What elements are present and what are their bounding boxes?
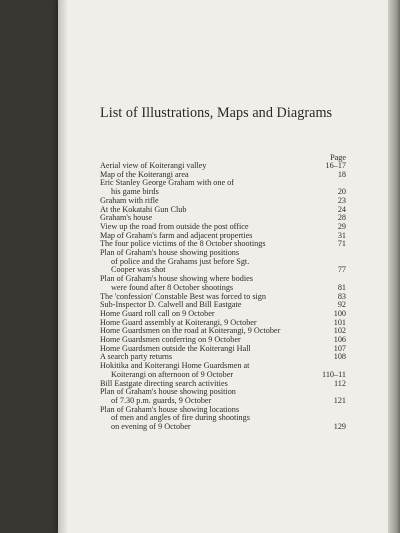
entry-page-number: 129	[333, 422, 346, 432]
list-item	[100, 179, 346, 196]
entry-caption-line: Home Guardsmen conferring on 9 October	[100, 335, 241, 345]
entry-page-number: 102	[333, 326, 346, 336]
entry-page-number: 106	[333, 335, 346, 345]
entry-caption-line: Graham's house	[100, 213, 153, 223]
list-item	[100, 388, 346, 405]
entry-caption-line: Sub-Inspector D. Calwell and Bill Eastgate	[100, 300, 242, 310]
entry-caption-line: Map of the Koiterangi area	[100, 169, 189, 179]
entry-caption-line: were found after 8 October shootings	[111, 282, 234, 292]
entry-caption	[100, 406, 250, 432]
entry-caption-line: his game birds	[111, 187, 159, 197]
entry-caption-line: Koiterangi on afternoon of 9 October	[111, 369, 234, 379]
entry-caption-line: of men and angles of fire during shootings	[111, 413, 250, 423]
list-item	[100, 249, 346, 275]
entry-page-number: 29	[337, 221, 346, 231]
entry-page-number: 121	[333, 395, 346, 405]
entry-page-number: 110–11	[322, 369, 346, 379]
page-column-header: Page	[330, 153, 346, 162]
entry-page-number: 77	[337, 265, 346, 275]
page-edge	[388, 0, 400, 533]
entry-caption-line: of police and the Grahams just before Sgt.	[111, 256, 250, 266]
entry-caption-line: Plan of Graham's house showing where bodies	[100, 274, 253, 284]
entry-caption-line: Hokitika and Koiterangi Home Guardsmen at	[100, 361, 250, 371]
entry-page-number: 83	[337, 291, 346, 301]
entry-page-number: 100	[333, 308, 346, 318]
entry-page-number: 92	[337, 300, 346, 310]
entry-page-number: 24	[337, 204, 346, 214]
entry-caption-line: The 'confession' Constable Best was forced to sign	[100, 291, 266, 301]
entry-caption	[100, 275, 253, 292]
entry-caption-line: Plan of Graham's house showing positions	[100, 248, 240, 258]
entry-page-number: 108	[333, 352, 346, 362]
entry-caption-line: Eric Stanley George Graham with one of	[100, 178, 234, 188]
entry-caption-line: Home Guard assembly at Koiterangi, 9 October	[100, 317, 257, 327]
entry-page-number: 16–17	[325, 161, 346, 170]
entry-caption-line: on evening of 9 October	[111, 422, 191, 432]
entry-caption-line: Cooper was shot	[111, 265, 166, 275]
entry-caption-line: of 7.30 p.m. guards, 9 October	[111, 395, 212, 405]
entry-caption-line: Home Guard roll call on 9 October	[100, 308, 215, 318]
entry-caption-line: Bill Eastgate directing search activities	[100, 378, 228, 388]
illustrations-list	[100, 162, 346, 432]
entry-caption-line: Aerial view of Koiterangi valley	[100, 161, 207, 170]
entry-caption-line: Map of Graham's farm and adjacent properties	[100, 230, 253, 240]
entry-page-number: 71	[337, 239, 346, 249]
entry-page-number: 81	[337, 282, 346, 292]
entry-caption	[100, 388, 236, 405]
entry-caption-line: Plan of Graham's house showing locations	[100, 404, 240, 414]
list-item	[100, 362, 346, 379]
entry-page-number: 101	[333, 317, 346, 327]
list-item	[100, 275, 346, 292]
entry-caption-line: View up the road from outside the post office	[100, 221, 249, 231]
entry-page-number: 18	[337, 169, 346, 179]
page-title: List of Illustrations, Maps and Diagrams	[100, 105, 333, 121]
entry-page-number: 107	[333, 343, 346, 353]
list-item	[100, 406, 346, 432]
entry-caption-line: The four police victims of the 8 October shootings	[100, 239, 266, 249]
entry-caption-line: Home Guardsmen on the road at Koiterangi, 9 October	[100, 326, 281, 336]
entry-caption-line: Plan of Graham's house showing position	[100, 387, 236, 397]
entry-page-number: 20	[337, 187, 346, 197]
entry-caption	[100, 249, 249, 275]
entry-page-number: 31	[337, 230, 346, 240]
entry-page-number: 112	[334, 378, 346, 388]
page-gutter-shadow	[58, 0, 68, 533]
entry-caption-line: Home Guardsmen outside the Koiterangi Hall	[100, 343, 251, 353]
entry-caption-line: Graham with rifle	[100, 195, 159, 205]
entry-page-number: 28	[337, 213, 346, 223]
entry-page-number: 23	[337, 195, 346, 205]
entry-caption	[100, 179, 234, 196]
entry-caption-line: At the Kokatahi Gun Club	[100, 204, 187, 214]
entry-caption-line: A search party returns	[100, 352, 173, 362]
entry-caption	[100, 362, 249, 379]
